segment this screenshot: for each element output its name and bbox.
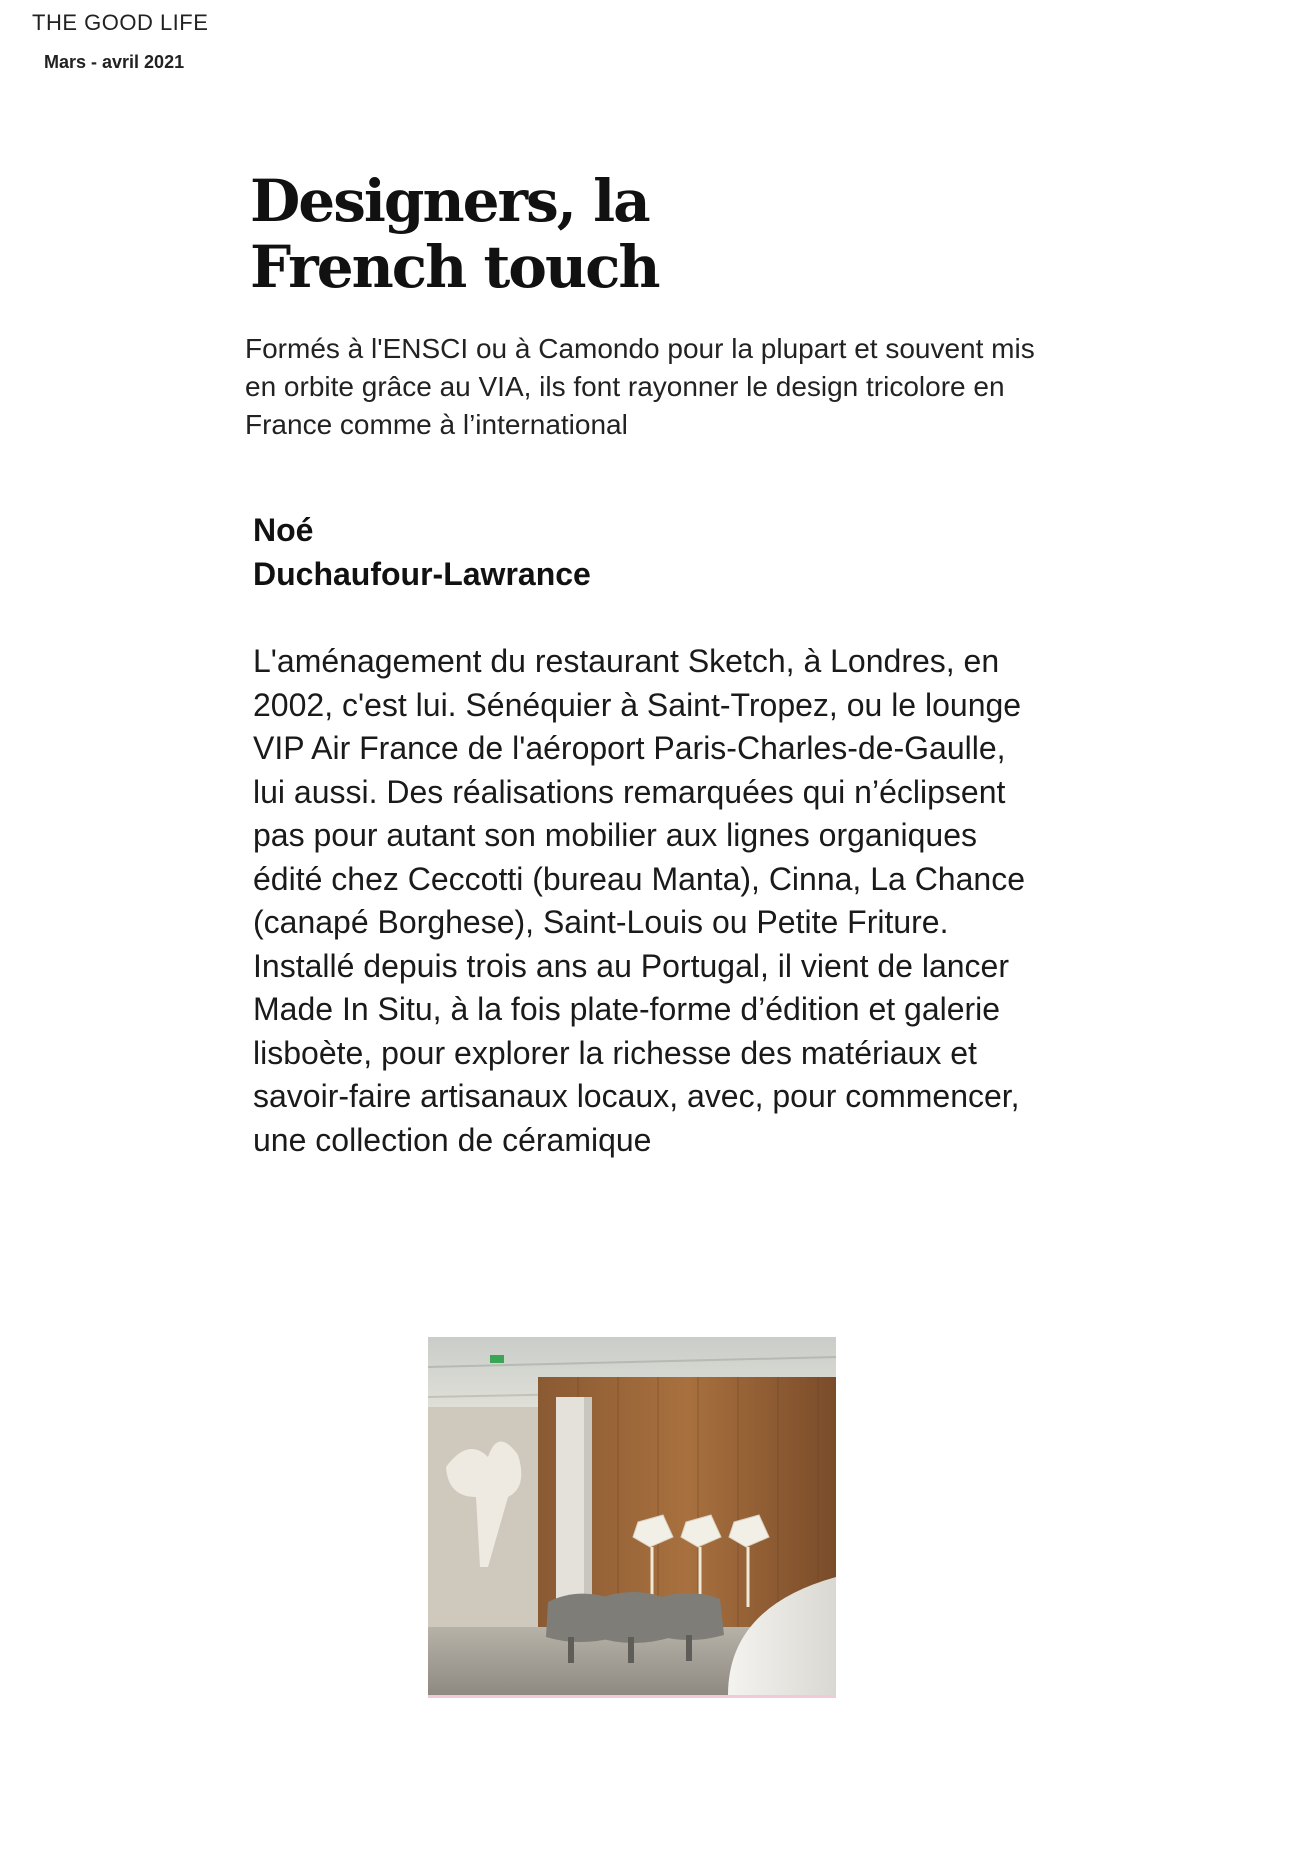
- designer-first-name: Noé: [253, 512, 314, 548]
- issue-date: Mars - avril 2021: [44, 52, 185, 72]
- publication-name: THE GOOD LIFE: [32, 10, 209, 35]
- article-title: [250, 168, 659, 300]
- article-title-line-2: French touch: [250, 233, 659, 301]
- article-body: L'aménagement du restaurant Sketch, à Londres, en 2002, c'est lui. Sénéquier à Saint-Tropez, ou le lounge VIP Air France de l'aéroport Paris-Charles-de-Gaulle, lui aussi. Des réalisations remarquées qui n’éclipsent pas pour autant son mobilier aux lignes organiques édité chez Ceccotti (bureau Manta), Cinna, La Chance (canapé Borghese), Saint-Louis ou Petite Friture. Installé depuis trois ans au Portugal, il vient de lancer Made In Situ, à la fois plate-forme d’édition et galerie lisboète, pour explorer la richesse des matériaux et savoir-faire artisanaux locaux, avec, pour commencer, une collection de céramique: [253, 643, 1025, 1158]
- designer-name: [253, 508, 591, 596]
- designer-last-name: Duchaufour-Lawrance: [253, 556, 591, 592]
- article-standfirst: Formés à l'ENSCI ou à Camondo pour la plupart et souvent mis en orbite grâce au VIA, ils font rayonner le design tricolore en France comme à l’international: [245, 333, 1035, 440]
- lounge-photo: [428, 1337, 836, 1698]
- lounge-interior-illustration: [428, 1337, 836, 1695]
- article-title-line-1: Designers, la: [250, 167, 649, 235]
